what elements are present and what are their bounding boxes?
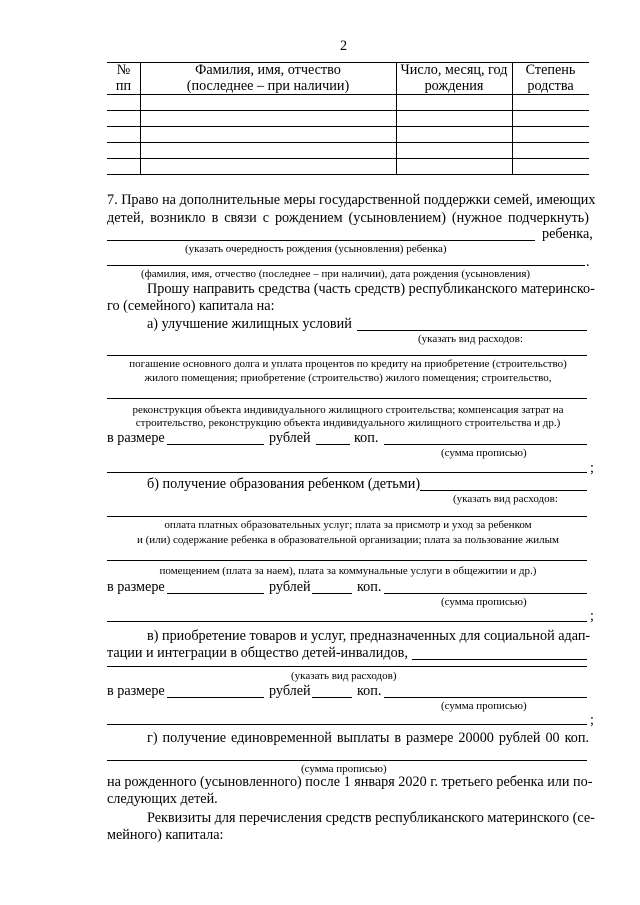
item7-line1: 7. Право на дополнительные меры государственной поддержки семей, имеющих <box>107 192 596 208</box>
request-line2: го (семейного) капитала на: <box>107 298 275 314</box>
hint-a-2: жилого помещения; приобретение (строительство) жилого помещения; строительство, <box>144 372 552 384</box>
option-c-line1: в) приобретение товаров и услуг, предназначенных для социальной адап- <box>147 628 591 644</box>
b-semicolon: ; <box>590 608 594 624</box>
item7-line2: детей, возникло в связи с рождением (усыновлением) (нужное подчеркнуть) <box>107 210 589 226</box>
option-a-label: а) улучшение жилищных условий <box>147 316 352 332</box>
header-relationship: Степень родства <box>525 62 576 94</box>
option-d-line1: г) получение единовременной выплаты в размере 20000 рублей 00 коп. <box>147 730 589 746</box>
a-kop-field[interactable] <box>316 444 350 445</box>
header-number: № пп <box>115 62 132 94</box>
a-amount-prefix: в размере <box>107 430 165 446</box>
c-semicolon: ; <box>590 712 594 728</box>
child-order-field[interactable] <box>107 240 535 241</box>
c-rubles-label: рублей <box>269 683 311 699</box>
a-sum-words-field[interactable] <box>384 444 587 445</box>
hint-b-sum: (сумма прописью) <box>441 596 527 608</box>
c-sum-words-field[interactable] <box>384 697 587 698</box>
period: . <box>586 254 590 270</box>
c-kop-label: коп. <box>357 683 382 699</box>
c-kop-field[interactable] <box>312 697 352 698</box>
option-a-type-field[interactable] <box>357 330 587 331</box>
b-kop-label: коп. <box>357 579 382 595</box>
b-sum-words-field[interactable] <box>384 593 587 594</box>
header-birth-date: Число, месяц, год рождения <box>400 62 508 94</box>
request-line1: Прошу направить средства (часть средств) республиканского материнско- <box>147 281 595 297</box>
hint-child-order: (указать очередность рождения (усыновления) ребенка) <box>185 243 447 255</box>
header-full-name: Фамилия, имя, отчество (последнее – при наличии) <box>186 62 350 94</box>
child-name-field[interactable] <box>107 265 585 266</box>
hint-b-1: оплата платных образовательных услуг; плата за присмотр и уход за ребенком <box>164 519 532 531</box>
hint-child-name: (фамилия, имя, отчество (последнее – при наличии), дата рождения (усыновления) <box>141 268 531 280</box>
a-rubles-label: рублей <box>269 430 311 446</box>
a-rubles-field[interactable] <box>167 444 264 445</box>
requisites-line1: Реквизиты для перечисления средств республиканского материнского (се- <box>147 810 595 826</box>
a-kop-label: коп. <box>354 430 379 446</box>
hint-d-sum: (сумма прописью) <box>301 763 387 775</box>
option-d-line3: следующих детей. <box>107 791 218 807</box>
hint-b-2: и (или) содержание ребенка в образовательной организации; плата за пользование жилым <box>137 534 559 546</box>
option-b-type-field[interactable] <box>420 490 587 491</box>
option-b-label: б) получение образования ребенком (детьми) <box>147 476 421 492</box>
hint-a-3: реконструкция объекта индивидуального жилищного строительства; компенсация затрат на <box>132 404 564 416</box>
requisites-line2: мейного) капитала: <box>107 827 224 843</box>
option-c-line2: тации и интеграции в общество детей-инвалидов, <box>107 645 408 661</box>
b-kop-field[interactable] <box>312 593 352 594</box>
b-rubles-field[interactable] <box>167 593 264 594</box>
hint-a-1: погашение основного долга и уплата процентов по кредиту на приобретение (строительство) <box>129 358 567 370</box>
hint-a-4: строительство, реконструкцию объекта индивидуального жилищного строительства и др.) <box>135 417 561 429</box>
option-d-line2: на рожденного (усыновленного) после 1 января 2020 г. третьего ребенка или по- <box>107 774 593 790</box>
hint-b-3: помещением (плата за наем), плата за коммунальные услуги в общежитии и др.) <box>159 565 537 577</box>
hint-b-type: (указать вид расходов: <box>453 493 558 505</box>
child-suffix: ребенка, <box>542 226 593 242</box>
d-sum-words-field[interactable] <box>107 760 587 761</box>
hint-c-type: (указать вид расходов) <box>291 670 397 682</box>
hint-c-sum: (сумма прописью) <box>441 700 527 712</box>
b-amount-prefix: в размере <box>107 579 165 595</box>
c-rubles-field[interactable] <box>167 697 264 698</box>
a-semicolon: ; <box>590 460 594 476</box>
option-c-type-field[interactable] <box>412 659 587 660</box>
b-rubles-label: рублей <box>269 579 311 595</box>
hint-a-sum: (сумма прописью) <box>441 447 527 459</box>
hint-a-type: (указать вид расходов: <box>418 333 523 345</box>
c-amount-prefix: в размере <box>107 683 165 699</box>
page-number: 2 <box>340 38 348 54</box>
